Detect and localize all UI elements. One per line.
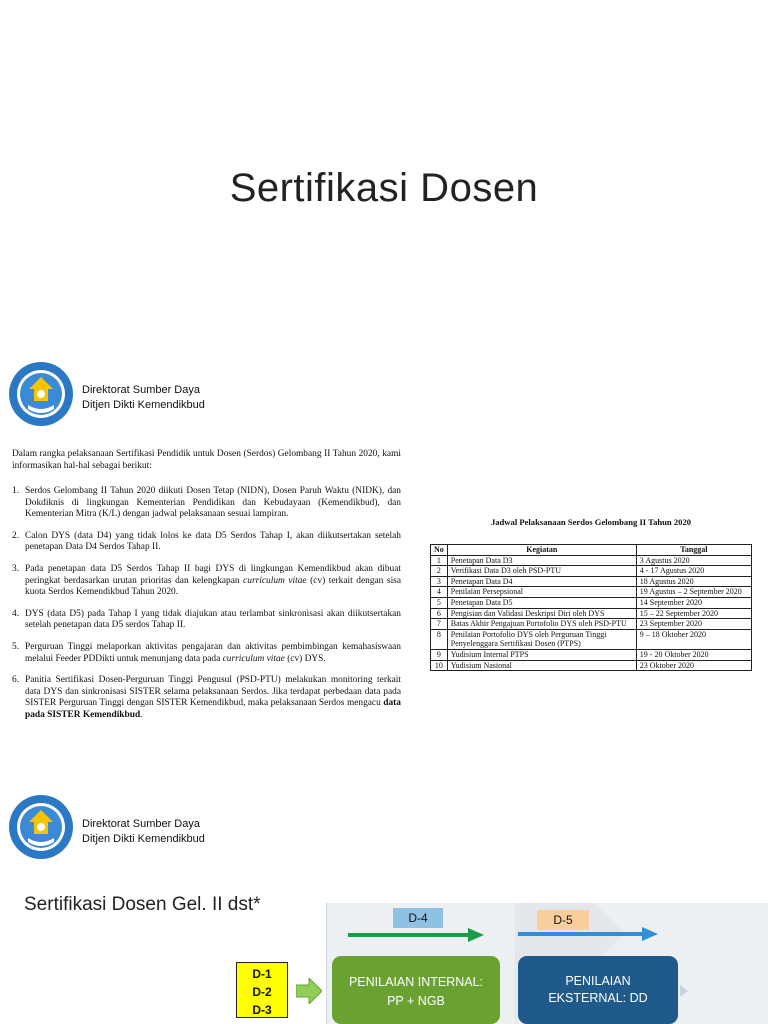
external-assessment-box <box>518 956 678 1024</box>
row-number: 8 <box>431 629 448 649</box>
item-number: 5. <box>12 641 20 652</box>
activity-cell: Penilaian Portofolio DYS oleh Perguruan Tinggi Penyelenggara Sertifikasi Dosen (PTPS) <box>447 629 636 649</box>
date-cell: 19 Agustus – 2 September 2020 <box>636 587 751 598</box>
tut-wuri-handayani-logo <box>8 361 74 427</box>
item-text: (cv) DYS. <box>284 653 326 664</box>
stage-d5-tag: D-5 <box>537 910 589 930</box>
item-text: (cv) terkait dengan sisa kuota Serdos Kemendikbud Tahun 2020. <box>25 575 401 598</box>
letter-item <box>12 531 401 554</box>
row-number: 4 <box>431 587 448 598</box>
date-cell: 23 September 2020 <box>636 619 751 630</box>
d-label: D-2 <box>252 985 272 999</box>
item-number: 1. <box>12 486 20 496</box>
date-cell: 23 Oktober 2020 <box>636 660 751 671</box>
activity-cell: Yudisium Nasional <box>447 660 636 671</box>
date-cell: 19 - 20 Oktober 2020 <box>636 649 751 660</box>
activity-cell: Verifikasi Data D3 oleh PSD-PTU <box>447 566 636 577</box>
arrow-right-icon <box>348 928 484 942</box>
date-cell: 4 - 17 Agustus 2020 <box>636 566 751 577</box>
d-label: D-1 <box>252 967 272 981</box>
stage-d4-tag: D-4 <box>393 908 443 928</box>
date-cell: 9 – 18 Oktober 2020 <box>636 629 751 649</box>
item-text-bold: data pada SISTER Kemendikbud <box>25 698 401 720</box>
internal-assessment-box <box>332 956 500 1024</box>
row-number: 10 <box>431 660 448 671</box>
d1-d3-box <box>236 962 288 1018</box>
date-cell: 18 Agustus 2020 <box>636 576 751 587</box>
item-text: . <box>140 709 143 720</box>
row-number: 6 <box>431 608 448 619</box>
arrow-right-icon <box>518 927 658 941</box>
table-row <box>431 555 752 566</box>
table-row <box>431 597 752 608</box>
letter-item <box>12 642 401 665</box>
table-header-row <box>431 545 752 556</box>
row-number: 9 <box>431 649 448 660</box>
schedule-title: Jadwal Pelaksanaan Serdos Gelombang II Tahun 2020 <box>490 517 692 527</box>
slide3-title: Sertifikasi Dosen Gel. II dst* <box>24 894 261 915</box>
agency-line-1: Direktorat Sumber Daya <box>82 384 200 396</box>
box-line: EKSTERNAL: DD <box>548 991 648 1005</box>
arrow-right-icon <box>296 978 322 1004</box>
item-number: 2. <box>12 530 20 541</box>
item-text-italic: curriculum vitae <box>222 653 285 664</box>
date-cell: 3 Agustus 2020 <box>636 555 751 566</box>
table-row <box>431 649 752 660</box>
box-line: PENILAIAN <box>565 974 631 988</box>
row-number: 1 <box>431 555 448 566</box>
table-row <box>431 608 752 619</box>
column-header: Kegiatan <box>447 545 636 556</box>
letter-items <box>12 486 401 732</box>
letter-intro: Dalam rangka pelaksanaan Sertifikasi Pendidik untuk Dosen (Serdos) Gelombang II Tahun 2020, kami informasikan hal-hal sebagai berikut: <box>12 449 401 471</box>
activity-cell: Penetapan Data D5 <box>447 597 636 608</box>
table-row <box>431 619 752 630</box>
table-row <box>431 629 752 649</box>
table-row <box>431 576 752 587</box>
row-number: 3 <box>431 576 448 587</box>
item-text: Perguruan Tinggi melaporkan aktivitas pengajaran dan aktivitas pembimbingan kemahasiswaan melalui Feeder PDDikti untuk menunjang data pada <box>25 641 401 664</box>
date-cell: 15 – 22 September 2020 <box>636 608 751 619</box>
table-row <box>431 566 752 577</box>
agency-line-2: Ditjen Dikti Kemendikbud <box>82 399 205 411</box>
activity-cell: Penilaian Persepsional <box>447 587 636 598</box>
item-number: 3. <box>12 563 20 574</box>
item-text: Calon DYS (data D4) yang tidak lolos ke data D5 Serdos Tahap I, akan diikutsertakan setelah penetapan Data D4 Serdos Tahap II. <box>25 530 401 553</box>
column-header: Tanggal <box>636 545 751 556</box>
table-row <box>431 587 752 598</box>
item-text: Serdos Gelombang II Tahun 2020 diikuti Dosen Tetap (NIDN), Dosen Paruh Waktu (NIDK), dan Dokdiknis di lingkungan Kementerian Pendidikan dan Kebudayaan (Kemendikbud), dan Kementerian Mitra (K/L) dengan jadwal pelaksanaan sesuai lampiran. <box>25 486 401 520</box>
agency-line-1: Direktorat Sumber Daya <box>82 818 200 830</box>
item-number: 4. <box>12 608 20 619</box>
column-header: No <box>431 545 448 556</box>
activity-cell: Yudisium Internal PTPS <box>447 649 636 660</box>
letter-item <box>12 564 401 599</box>
box-line: PENILAIAN INTERNAL: <box>348 975 484 989</box>
row-number: 5 <box>431 597 448 608</box>
agency-name <box>82 817 205 847</box>
activity-cell: Batas Akhir Pengajuan Portofolio DYS oleh PSD-PTU <box>447 619 636 630</box>
activity-cell: Penetapan Data D3 <box>447 555 636 566</box>
row-number: 7 <box>431 619 448 630</box>
box-line: PP + NGB <box>387 994 445 1008</box>
date-cell: 14 September 2020 <box>636 597 751 608</box>
agency-line-2: Ditjen Dikti Kemendikbud <box>82 833 205 845</box>
activity-cell: Penetapan Data D4 <box>447 576 636 587</box>
item-text: Panitia Sertifikasi Dosen-Perguruan Tinggi Pengusul (PSD-PTU) melakukan monitoring terkait data DYS dan sinkronisasi SISTER selama pelaksanaan Serdos. Jika terdapat perbedaan data pada SISTER Perguruan Tinggi dengan SISTER Kemendikbud, maka pelaksanaan Serdos mengacu <box>25 675 401 709</box>
letter-item <box>12 675 401 721</box>
activity-cell: Pengisian dan Validasi Deskripsi Diri oleh DYS <box>447 608 636 619</box>
agency-name <box>82 383 205 413</box>
item-number: 6. <box>12 675 20 686</box>
table-row <box>431 660 752 671</box>
item-text: DYS (data D5) pada Tahap I yang tidak diajukan atau terlambat sinkronisasi akan diikutsertakan setelah penetapan data D5 serdos Tahap II. <box>25 608 401 631</box>
tut-wuri-handayani-logo <box>8 794 74 860</box>
row-number: 2 <box>431 566 448 577</box>
item-text: Pada penetapan data D5 Serdos Tahap II bagi DYS di lingkungan Kemendikbud akan dibuat peringkat berdasarkan urutan prioritas dan kelengkapan <box>25 563 401 586</box>
slide-title: Sertifikasi Dosen <box>229 166 539 210</box>
chevron-right-icon <box>680 985 688 997</box>
letter-item <box>12 609 401 632</box>
schedule-table <box>430 544 752 671</box>
letter-item <box>12 486 401 521</box>
schedule-body <box>431 555 752 671</box>
d-label: D-3 <box>252 1003 272 1017</box>
item-text-italic: curriculum vitae <box>243 575 307 586</box>
